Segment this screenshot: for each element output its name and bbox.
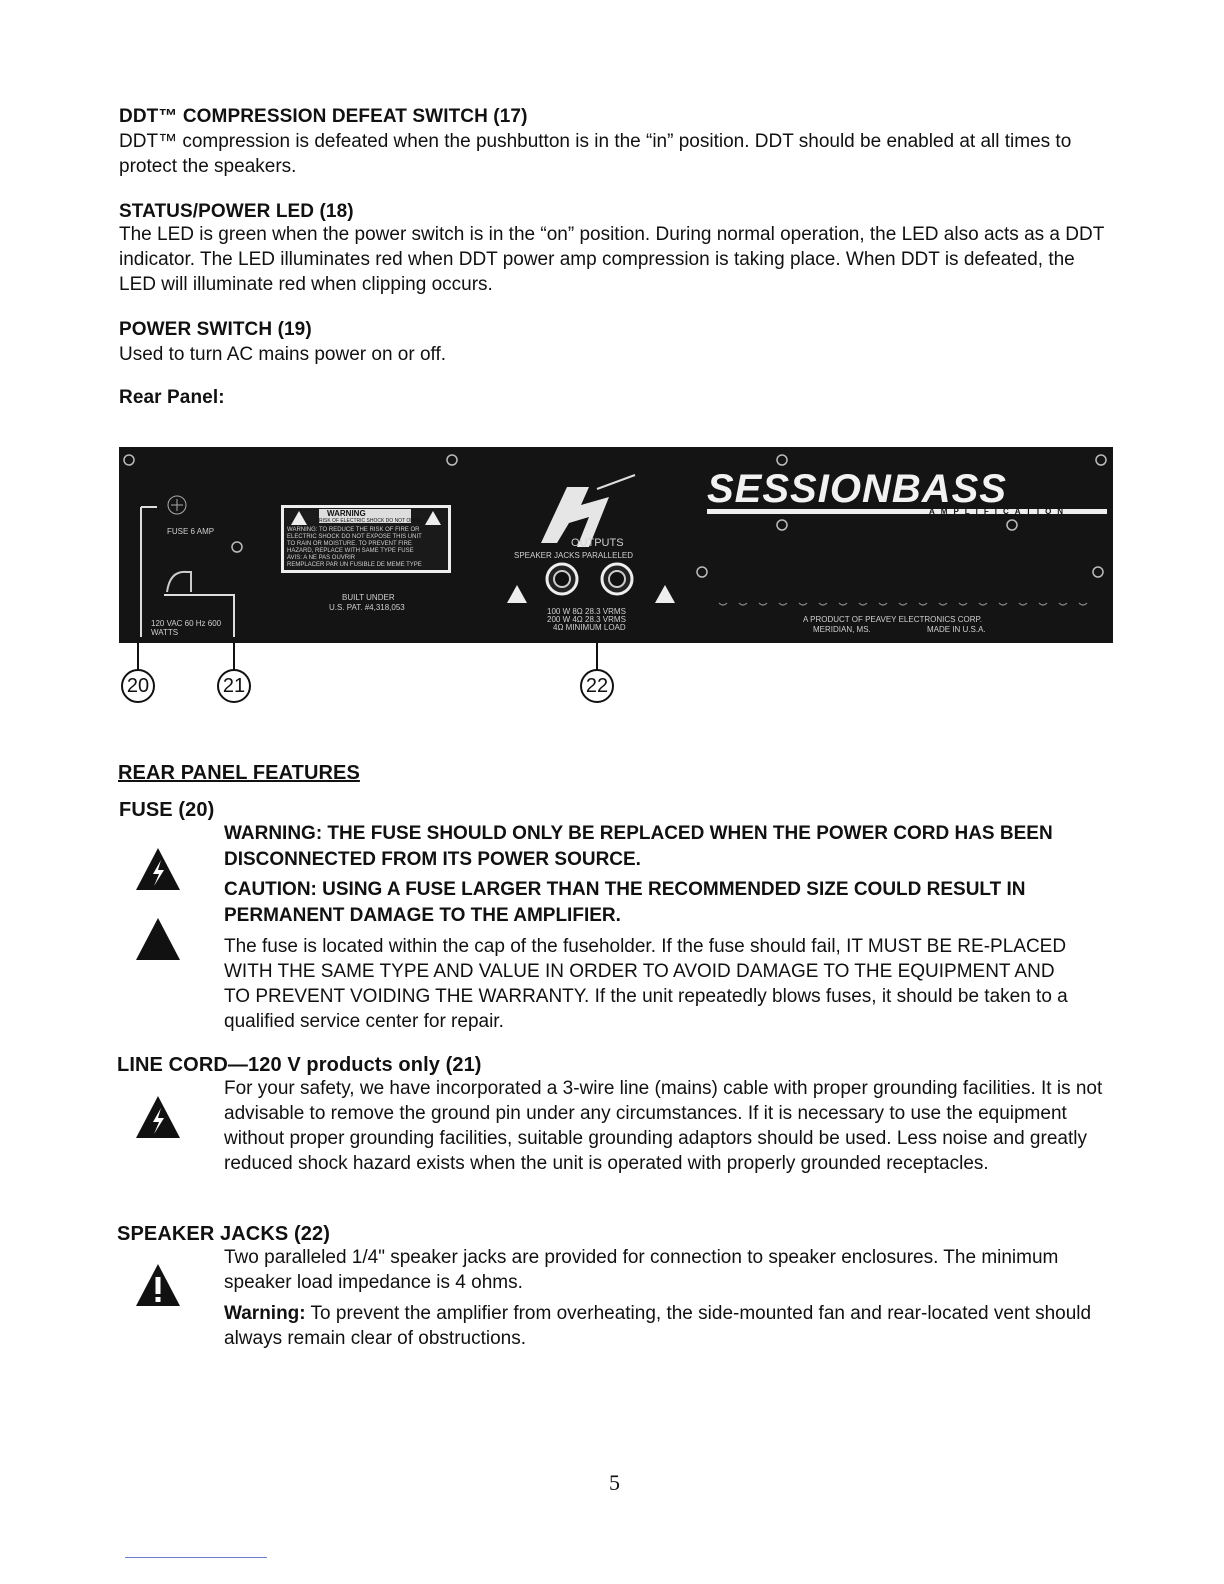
section-19-body: Used to turn AC mains power on or off.: [119, 344, 447, 365]
panel-rating: 4Ω MINIMUM LOAD: [553, 623, 626, 632]
panel-built-under: BUILT UNDER: [342, 593, 395, 602]
panel-warning-line: TO RAIN OR MOISTURE. TO PREVENT FIRE: [287, 541, 412, 547]
section-17-title: DDT™ COMPRESSION DEFEAT SWITCH (17): [119, 106, 528, 127]
fuse-caution: CAUTION: USING A FUSE LARGER THAN THE RECOMMENDED SIZE COULD RESULT IN PERMANENT DAMAGE TO THE AMPLIFIER.: [224, 879, 1026, 926]
fuse-body: The fuse is located within the cap of the fuseholder. If the fuse should fail, IT MUST BE RE-PLACED WITH THE SAME TYPE AND VALUE IN ORDER TO AVOID DAMAGE TO THE EQUIPMENT AND TO PREVENT VOIDING THE WARRANTY. If the unit repeatedly blows fuses, it should be taken to a qualified service center for repair.: [224, 936, 1068, 1032]
page-number: 5: [609, 1470, 620, 1495]
panel-warning-line: AVIS: A NE PAS OUVRIR: [287, 555, 356, 561]
panel-brand: SESSIONBASS: [707, 467, 1007, 511]
panel-brand-sub: AMPLIFICATION: [929, 507, 1070, 516]
panel-warning-line: WARNING: TO REDUCE THE RISK OF FIRE OR: [287, 527, 420, 533]
panel-outputs: OUTPUTS: [571, 537, 624, 549]
speaker-jacks-warning-body: To prevent the amplifier from overheating, the side-mounted fan and rear-located vent should always remain clear of obstructions.: [224, 1303, 1092, 1349]
caution-icon: [134, 916, 182, 962]
callout-line-21: [233, 643, 235, 670]
shock-warning-icon: [134, 846, 182, 892]
callout-21: 21: [217, 669, 251, 703]
footer-rule: [125, 1557, 267, 1558]
panel-rating: 100 W 8Ω 28.3 VRMS: [547, 607, 626, 616]
panel-warning-line: ELECTRIC SHOCK DO NOT EXPOSE THIS UNIT: [287, 534, 422, 540]
panel-patent: U.S. PAT. #4,318,053: [329, 603, 405, 612]
panel-warning-line: HAZARD, REPLACE WITH SAME TYPE FUSE: [287, 548, 414, 554]
panel-warning-title: WARNING: [327, 509, 366, 518]
speaker-jacks-warning-label: Warning:: [224, 1303, 306, 1324]
section-19-title: POWER SWITCH (19): [119, 319, 312, 340]
speaker-jacks-warning: [224, 1301, 1119, 1351]
panel-made-in: MADE IN U.S.A.: [927, 625, 986, 634]
callout-22: 22: [580, 669, 614, 703]
panel-mains-label: 120 VAC 60 Hz 600 WATTS: [151, 619, 222, 637]
features-heading: REAR PANEL FEATURES: [118, 762, 360, 784]
panel-warning-sub: RISK OF ELECTRIC SHOCK DO NOT OPEN: [319, 518, 421, 524]
line-cord-body: For your safety, we have incorporated a 3-wire line (mains) cable with proper grounding facilities. It is not advisable to remove the ground pin under any circumstances. If it is necessary to use the equipment without proper grounding facilities, suitable grounding adaptors should be used. Less noise and greatly reduced shock hazard exists when the unit is operated with properly grounded receptacles.: [224, 1078, 1103, 1174]
section-18-body: The LED is green when the power switch is in the “on” position. During normal operation, the LED also acts as a DDT indicator. The LED illuminates red when DDT power amp compression is taking place. When DDT is defeated, the LED will illuminate red when clipping occurs.: [119, 224, 1104, 295]
rear-panel-image: [119, 447, 1113, 643]
fuse-warning: WARNING: THE FUSE SHOULD ONLY BE REPLACED WHEN THE POWER CORD HAS BEEN DISCONNECTED FROM ITS POWER SOURCE.: [224, 823, 1053, 870]
panel-fuse-label: FUSE 6 AMP: [167, 527, 215, 536]
exclamation-warning-icon: [134, 1262, 182, 1308]
section-18-title: STATUS/POWER LED (18): [119, 201, 354, 222]
speaker-jacks-body: Two paralleled 1/4" speaker jacks are provided for connection to speaker enclosures. The minimum speaker load impedance is 4 ohms.: [224, 1247, 1059, 1293]
callout-line-22: [596, 643, 598, 670]
section-17-body: DDT™ compression is defeated when the pushbutton is in the “in” position. DDT should be enabled at all times to protect the speakers.: [119, 131, 1072, 177]
line-cord-title: LINE CORD—120 V products only (21): [117, 1054, 482, 1076]
callout-line-20: [137, 643, 139, 670]
fuse-title: FUSE (20): [119, 799, 215, 821]
panel-warning-line: REMPLACER PAR UN FUSIBLE DE MEME TYPE: [287, 562, 422, 568]
speaker-jacks-title: SPEAKER JACKS (22): [117, 1223, 330, 1245]
shock-warning-icon: [134, 1094, 182, 1140]
rear-panel-label: Rear Panel:: [119, 387, 225, 408]
panel-jacks-paralleled: SPEAKER JACKS PARALLELED: [514, 551, 634, 560]
callout-20: 20: [121, 669, 155, 703]
panel-product-of: A PRODUCT OF PEAVEY ELECTRONICS CORP.: [803, 615, 983, 624]
panel-rating: 200 W 4Ω 28.3 VRMS: [547, 615, 626, 624]
panel-meridian: MERIDIAN, MS.: [813, 625, 871, 634]
